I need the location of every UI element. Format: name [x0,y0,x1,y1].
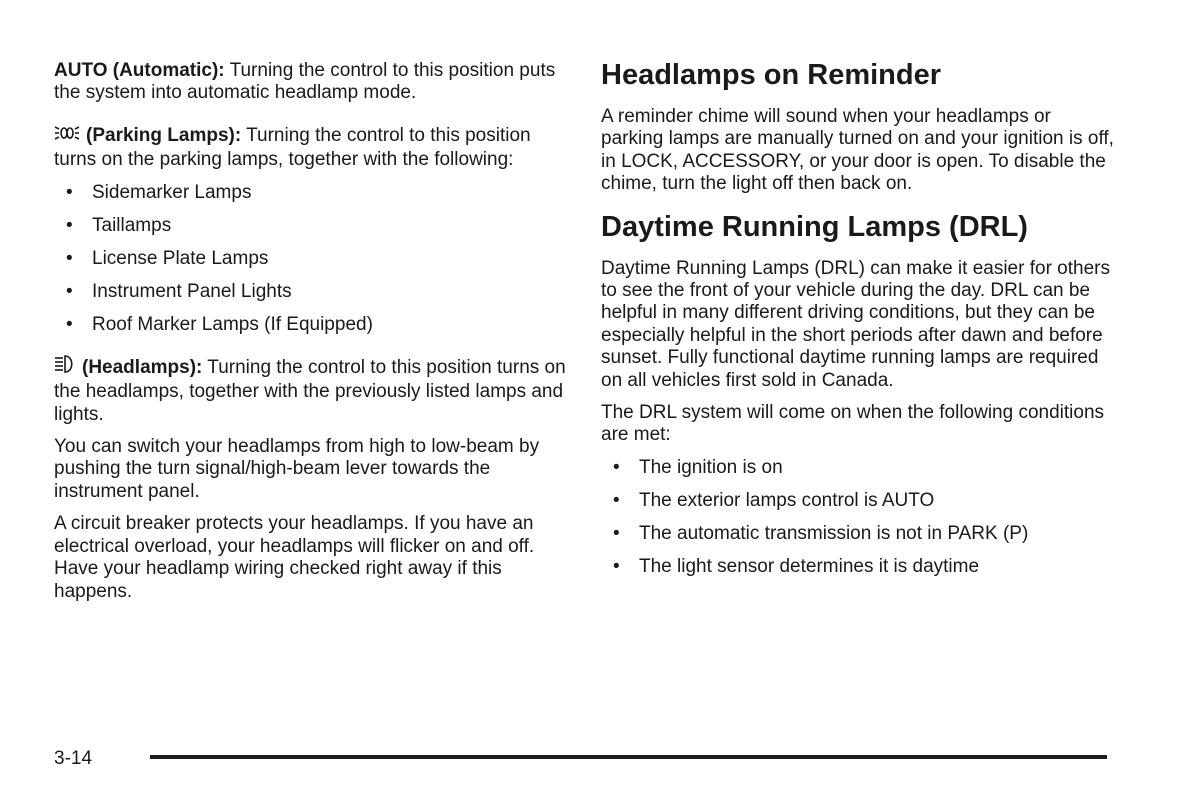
list-item: • The automatic transmission is not in PARK (P) [601,523,1116,545]
drl-paragraph-2: The DRL system will come on when the following conditions are met: [601,402,1105,446]
auto-text: Turning the control to this position puts the system into automatic headlamp mode. [54,60,556,104]
circuit-breaker-paragraph: A circuit breaker protects your headlamps. If you have an electrical overload, your headlamps will flicker on and off. Have your headlamp wiring checked right away if this happens. [54,513,535,602]
list-item: • The exterior lamps control is AUTO [601,490,1116,512]
drl-heading: Daytime Running Lamps (DRL) [601,210,1028,243]
parking-paragraph [54,123,569,172]
drl-conditions-list [601,457,1116,579]
headlamps-text: Turning the control to this position turns on the headlamps, together with the previously listed lamps and lights. [54,356,566,425]
list-item: • The light sensor determines it is daytime [601,556,1116,578]
list-item: • The ignition is on [601,457,1116,479]
list-item: • Roof Marker Lamps (If Equipped) [54,314,569,336]
left-column [54,58,569,613]
switch-beam-paragraph: You can switch your headlamps from high to low-beam by pushing the turn signal/high-beam lever towards the instrument panel. [54,436,540,502]
page-number: 3-14 [54,748,93,769]
list-item: • Taillamps [54,215,569,237]
list-item: • Instrument Panel Lights [54,281,569,303]
headlamps-paragraph [54,353,569,426]
parking-lamps-icon [54,123,80,149]
headlamps-label: (Headlamps): [82,356,203,378]
reminder-heading: Headlamps on Reminder [601,59,942,91]
headlamps-icon [54,353,76,381]
right-column [601,58,1116,590]
auto-label: AUTO (Automatic): [54,60,225,81]
footer-rule [150,755,1107,759]
parking-lamps-list [54,182,569,337]
parking-label: (Parking Lamps): [86,124,242,146]
list-item: • Sidemarker Lamps [54,182,569,204]
drl-paragraph-1: Daytime Running Lamps (DRL) can make it easier for others to see the front of your vehicle during the day. DRL can be helpful in many different driving conditions, but they can be especially helpful in the short periods after dawn and before sunset. Fully functional daytime running lamps are required on all vehicles first sold in Canada. [601,257,1110,391]
auto-paragraph [54,60,569,105]
reminder-paragraph: A reminder chime will sound when your headlamps or parking lamps are manually turned on and your ignition is off, in LOCK, ACCESSORY, or your door is open. To disable the chime, turn the light off then back on. [601,106,1114,195]
list-item: • License Plate Lamps [54,248,569,270]
parking-text: Turning the control to this position turns on the parking lamps, together with the following: [54,124,531,171]
